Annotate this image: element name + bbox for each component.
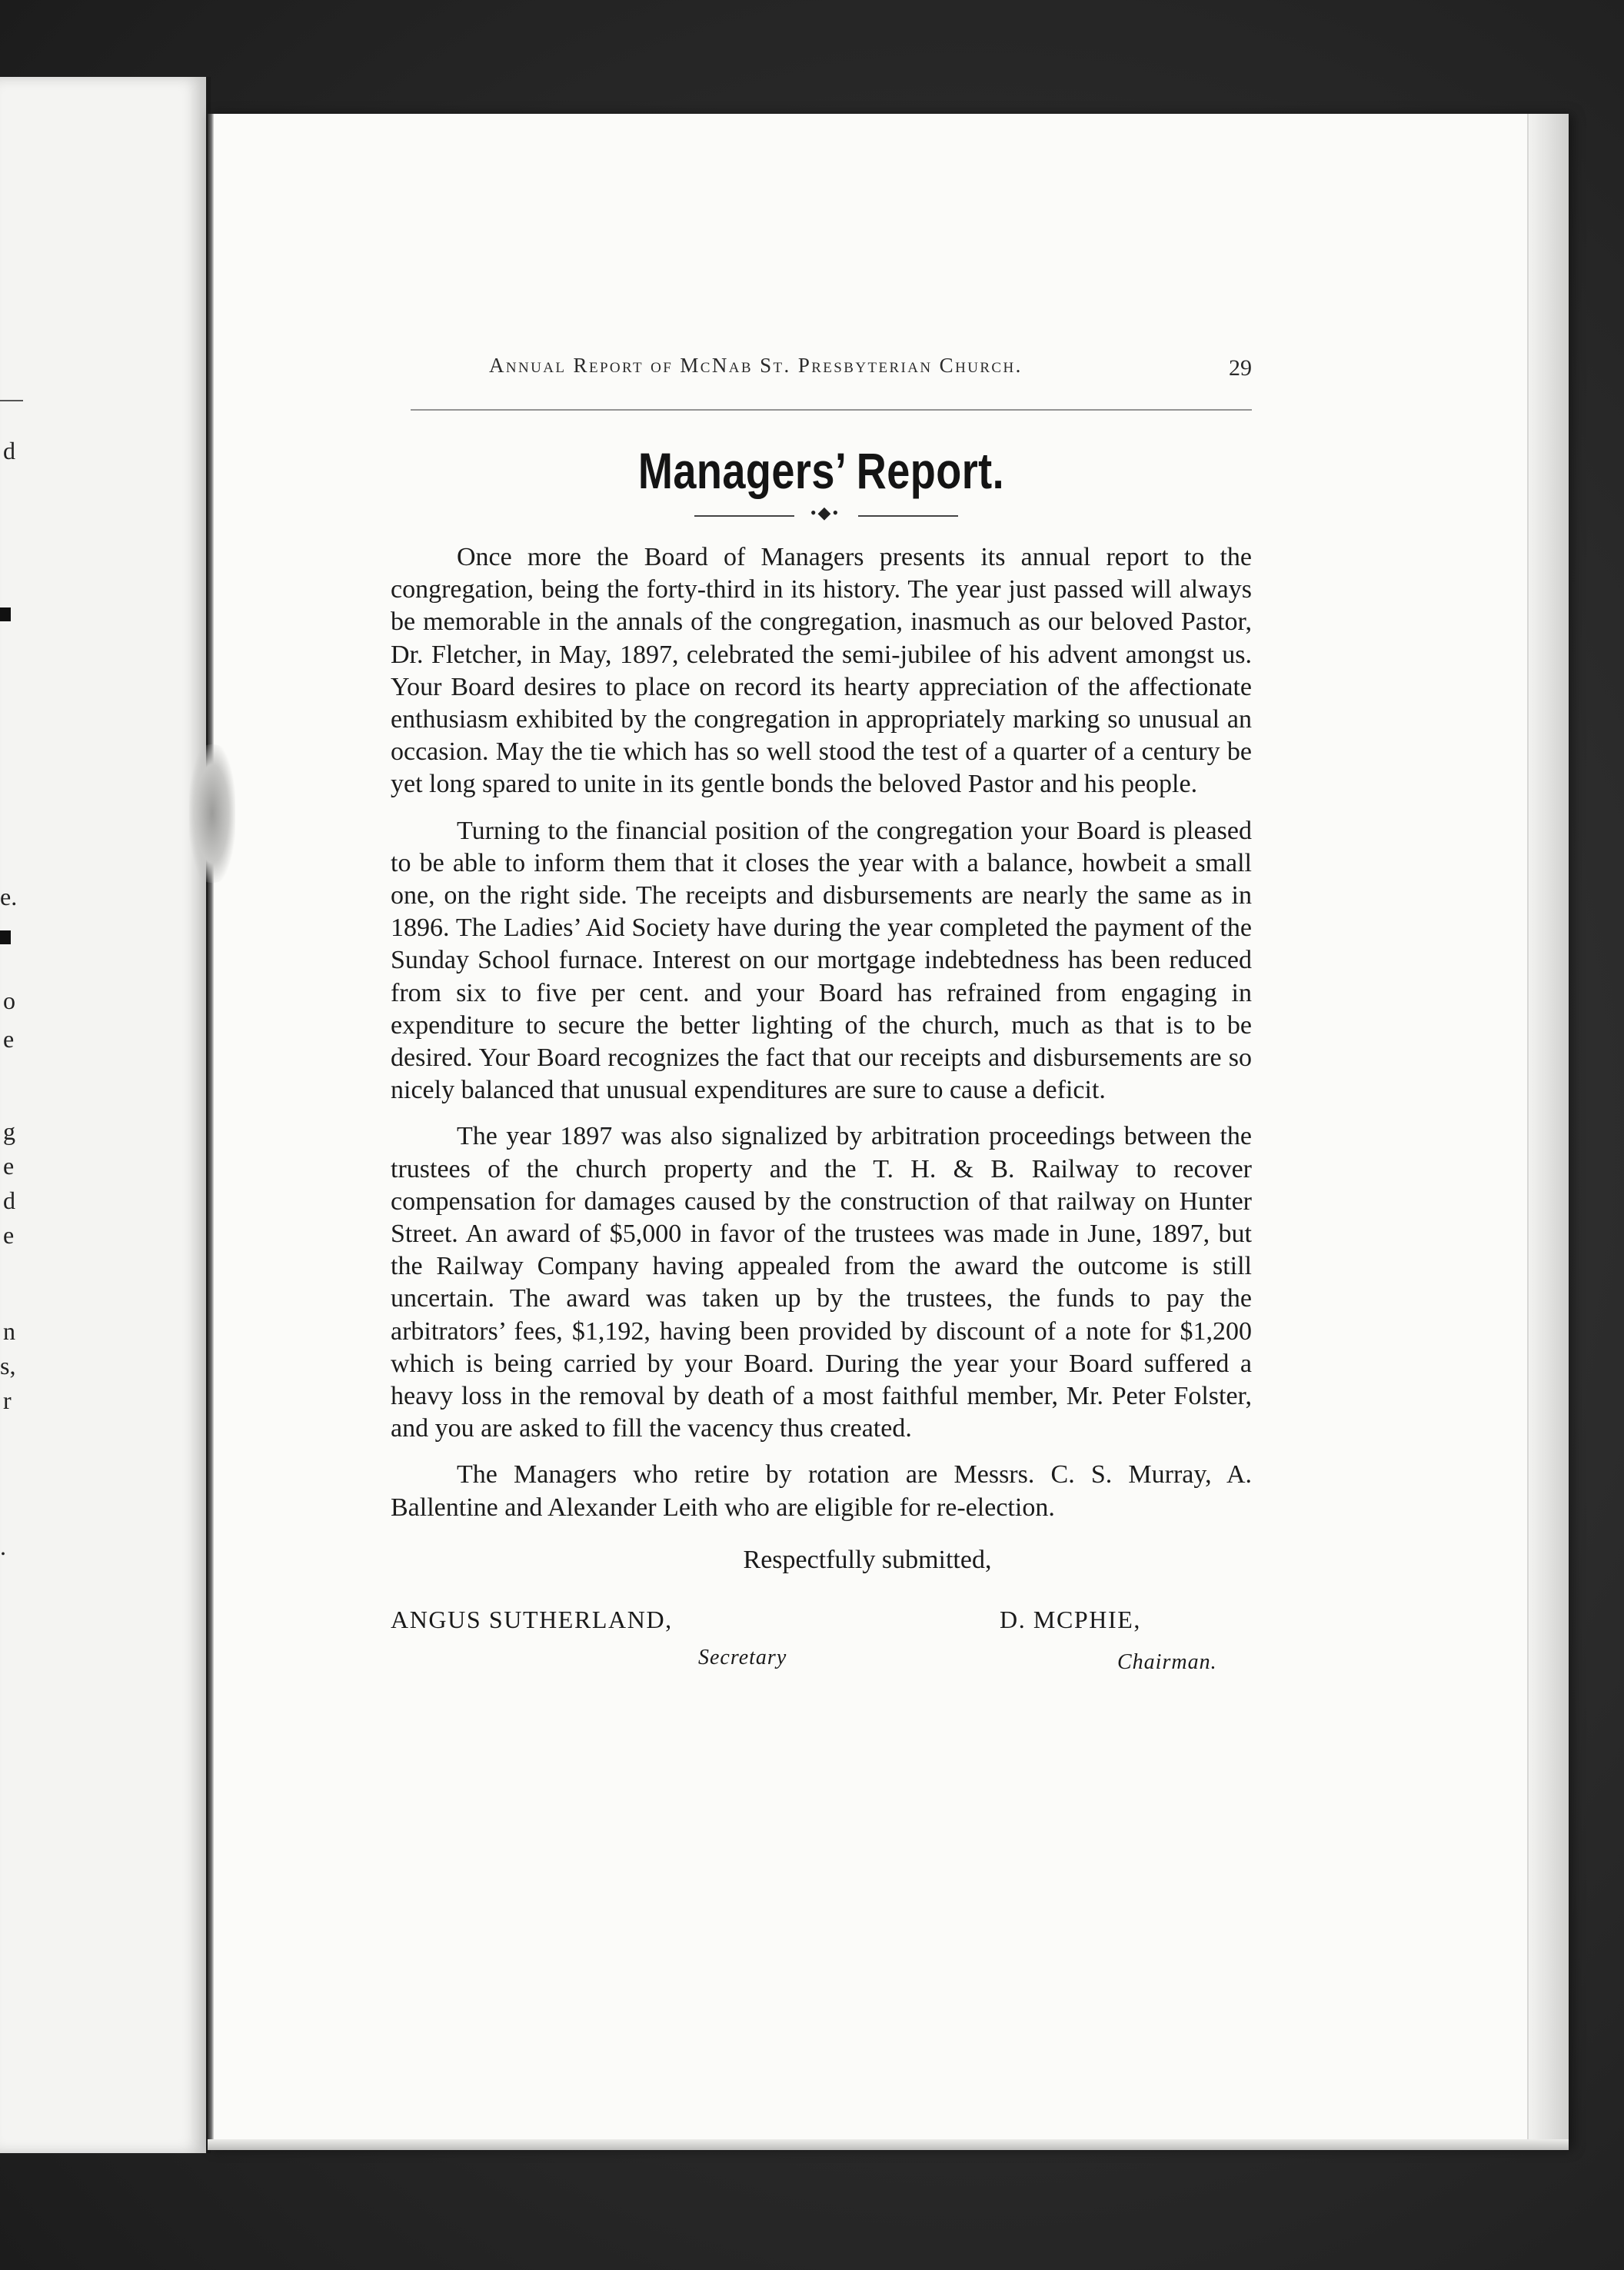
secretary-name: ANGUS SUTHERLAND, [391, 1605, 673, 1633]
signature-block [391, 1606, 1252, 1690]
left-page-fragment: e. [0, 883, 18, 910]
page-edge-bottom [208, 2139, 1569, 2150]
running-head [391, 354, 1252, 400]
left-page-fragment: e [3, 1221, 15, 1249]
paragraph-jubilee: Once more the Board of Managers presents its annual report to the congregation, being the forty-third in its history. The year just passed will always be memorable in the annals of the congregation, inasmuch as our beloved Pastor, Dr. Fletcher, in May, 1897, celebrated the semi-jubilee of his advent amongst us. Your Board desires to place on record its hearty appreciation of the affectionate enthusiasm exhibited by the congregation in appropriately marking so unusual an occasion. May the tie which has so well stood the test of a quarter of a century be yet long spared to unite in its gentle bonds the beloved Pastor and his people. [391, 543, 1252, 799]
ornament-glyph: •◆• [810, 503, 840, 522]
left-page-fragment: o [3, 987, 15, 1014]
ornament-line-right [858, 515, 958, 517]
binding-spine [208, 114, 214, 2150]
left-page-fragment: . [0, 1533, 6, 1560]
left-page-fragment: n [3, 1317, 15, 1345]
secretary-role: Secretary [698, 1645, 787, 1669]
ornament-line-left [694, 515, 794, 517]
left-page-mark [0, 930, 11, 944]
page-number: 29 [1229, 355, 1252, 381]
paragraph-managers-retiring: The Managers who retire by rotation are Messrs. C. S. Murray, A. Ballentine and Alexander Leith who are eligible for re-election. [391, 1460, 1252, 1522]
closing-line: Respectfully submitted, [743, 1545, 992, 1574]
chairman-name: D. MCPHIE, [1000, 1605, 1142, 1633]
title-ornament [391, 504, 1252, 528]
running-head-title: Annual Report of McNab St. Presbyterian Church. [489, 354, 1023, 377]
left-page-fragment: r [3, 1386, 12, 1414]
page-edge-right [1527, 114, 1569, 2150]
chairman-role: Chairman. [1117, 1649, 1217, 1674]
left-page-fragment: d [3, 1187, 15, 1214]
left-page-fragment: e [3, 1025, 15, 1053]
left-page-mark [0, 607, 11, 621]
left-page-fragment: d [3, 437, 15, 464]
report-body [391, 541, 1252, 1524]
left-page-rule [0, 400, 23, 401]
left-page-fragment: g [3, 1117, 15, 1145]
binding-mark [189, 744, 235, 883]
paragraph-finances: Turning to the financial position of the congregation your Board is pleased to be able to inform them that it closes the year with a balance, howbeit a small one, on the right side. The receipts and disbursements are nearly the same as in 1896. The Ladies’ Aid Society have during the year completed the payment of the Sunday School furnace. Interest on our mortgage indebtedness has been reduced from six to five per cent. and your Board has refrained from engaging in expenditure to secure the better lighting of the church, much as that is to be desired. Your Board recognizes the fact that our receipts and disbursements are so nicely balanced that unusual expenditures are sure to cause a deficit. [391, 816, 1252, 1105]
header-rule [411, 409, 1252, 411]
left-page-fragment: e [3, 1152, 15, 1180]
page-content [391, 354, 1252, 1690]
left-facing-page [0, 77, 211, 2153]
paragraph-arbitration: The year 1897 was also signalized by arbitration proceedings between the trustees of the church property and the T. H. & B. Railway to recover compensation for damages caused by the construction of that railway on Hunter Street. An award of $5,000 in favor of the trustees was made in June, 1897, but the Railway Company having appealed from the award the outcome is still uncertain. The award was taken up by the trustees, the funds to pay the arbitrators’ fees, $1,192, having been provided by discount of a note for $1,200 which is being carried by your Board. During the year your Board suffered a heavy loss in the removal by death of a most faithful member, Mr. Peter Folster, and you are asked to fill the vacency thus created. [391, 1122, 1252, 1443]
page-title: Managers’ Report. [637, 442, 1005, 499]
left-page-fragment: s, [0, 1352, 16, 1380]
